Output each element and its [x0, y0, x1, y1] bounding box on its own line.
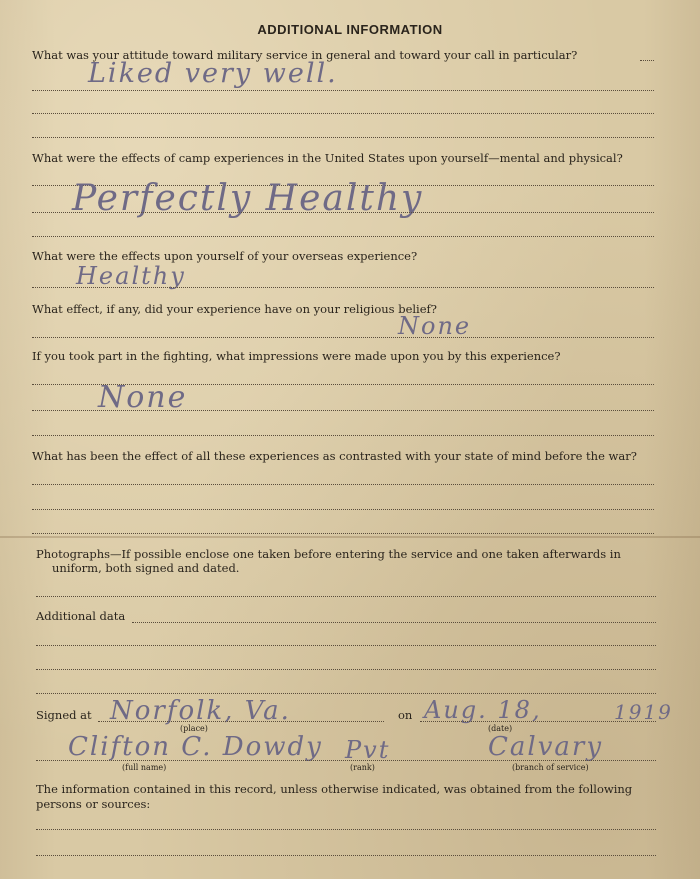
signed-rank: Pvt — [345, 736, 391, 764]
signed-date: Aug. 18, — [424, 696, 542, 724]
answer-line — [36, 645, 656, 646]
answer-line — [32, 484, 654, 485]
answer-line — [132, 622, 656, 623]
place-caption: (place) — [180, 724, 208, 733]
answer-line — [32, 212, 654, 213]
question-camp-effects: What were the effects of camp experiences in the United States upon yourself—mental and physical? — [32, 151, 623, 165]
answer-line — [32, 337, 654, 338]
answer-line — [32, 287, 654, 288]
branch-caption: (branch of service) — [512, 763, 589, 772]
additional-data-label: Additional data — [36, 609, 126, 623]
answer-line — [36, 669, 656, 670]
answer-line — [36, 693, 656, 694]
on-label: on — [398, 708, 413, 722]
date-caption: (date) — [488, 724, 513, 733]
answer-line — [32, 90, 654, 91]
answer-fighting-impressions: None — [98, 380, 188, 415]
information-sources-text: The information contained in this record, unless otherwise indicated, was obtained from the following — [36, 782, 633, 796]
answer-attitude: Liked very well. — [88, 58, 338, 89]
answer-line — [36, 855, 656, 856]
answer-line — [32, 113, 654, 114]
question-war-effect: What has been the effect of all these experiences as contrasted with your state of mind before the war? — [32, 449, 637, 463]
answer-line — [32, 435, 654, 436]
question-fighting-impressions: If you took part in the fighting, what impressions were made upon you by this experience? — [32, 349, 561, 363]
full-name-caption: (full name) — [122, 763, 167, 772]
signed-place: Norfolk, Va. — [110, 696, 291, 726]
answer-line — [36, 596, 656, 597]
information-sources-text-cont: persons or sources: — [36, 797, 151, 811]
question-overseas-effects: What were the effects upon yourself of your overseas experience? — [32, 249, 418, 263]
signed-full-name: Clifton C. Dowdy — [68, 732, 323, 762]
answer-line — [36, 829, 656, 830]
page-title: ADDITIONAL INFORMATION — [257, 22, 443, 37]
question-religious-belief: What effect, if any, did your experience have on your religious belief? — [32, 302, 437, 316]
answer-line — [32, 533, 654, 534]
paper-fold — [0, 536, 700, 538]
place-line — [98, 721, 384, 722]
answer-line — [32, 509, 654, 510]
signed-branch: Calvary — [488, 732, 604, 762]
signed-year: 1919 — [614, 700, 673, 724]
answer-line — [32, 137, 654, 138]
answer-overseas-effects: Healthy — [76, 262, 186, 290]
photographs-instruction: Photographs—If possible enclose one taken before entering the service and one taken afterwards in — [36, 547, 621, 561]
answer-line — [32, 236, 654, 237]
date-line — [420, 721, 656, 722]
answer-line — [32, 410, 654, 411]
question-attitude: What was your attitude toward military service in general and toward your call in particular? — [32, 48, 578, 62]
signed-at-label: Signed at — [36, 708, 92, 722]
photographs-instruction-cont: uniform, both signed and dated. — [52, 561, 240, 575]
dotted-leader — [640, 60, 654, 61]
name-line — [36, 760, 656, 761]
rank-caption: (rank) — [350, 763, 375, 772]
answer-religious-belief: None — [398, 312, 472, 340]
answer-camp-effects: Perfectly Healthy — [72, 178, 424, 219]
